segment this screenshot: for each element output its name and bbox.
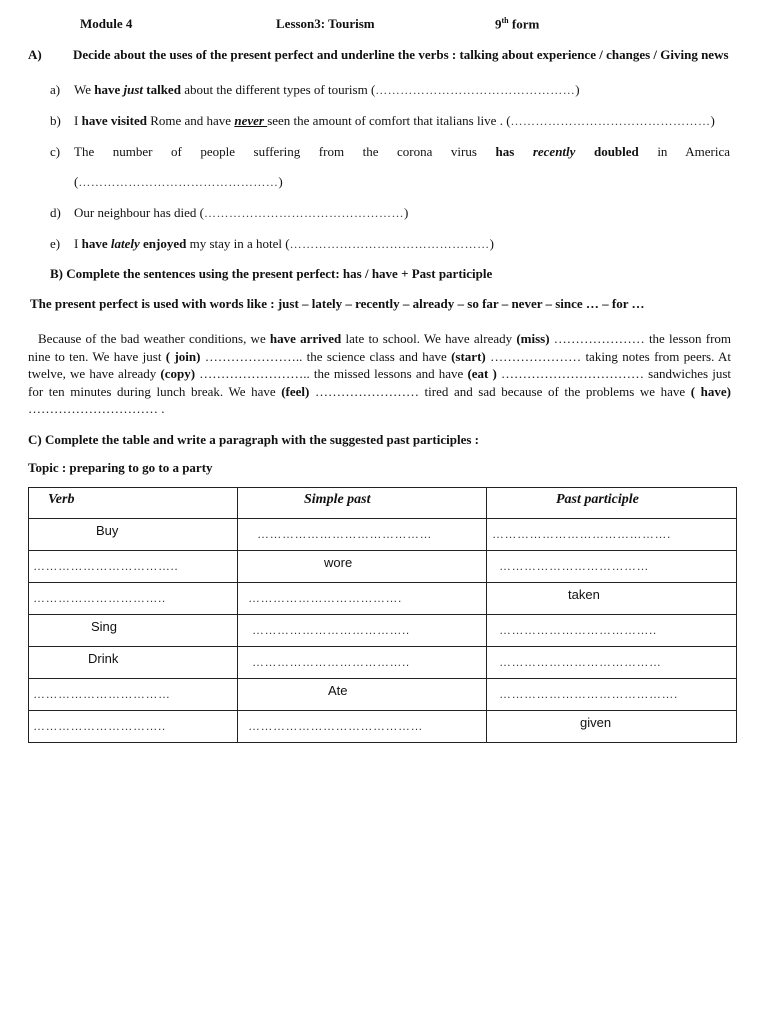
- module-label: Module 4: [80, 16, 133, 31]
- table-cell[interactable]: …………………………..: [33, 591, 166, 605]
- item-a: a) We have just talked about the different types of tourism (…………………………………………): [50, 82, 580, 97]
- lesson-label: Lesson3: Tourism: [276, 16, 375, 31]
- table-header-row: [29, 488, 737, 519]
- section-c-title: C) Complete the table and write a paragraph with the suggested past participles :: [28, 432, 480, 447]
- table-cell: Sing: [91, 619, 118, 634]
- section-b-title: B) Complete the sentences using the present perfect: has / have + Past participle: [50, 266, 493, 281]
- table-cell[interactable]: ……………………………………: [248, 719, 423, 733]
- table-cell: given: [580, 715, 612, 730]
- table-row: [29, 519, 737, 551]
- table-cell[interactable]: ……………………………: [33, 687, 171, 701]
- table-cell: Drink: [88, 651, 119, 666]
- section-c-topic: Topic : preparing to go to a party: [28, 460, 213, 475]
- item-c-cont: (…………………………………………): [74, 174, 283, 189]
- section-b-note: The present perfect is used with words like : just – lately – recently – already – so far – never – since … – for …: [30, 296, 645, 311]
- table-row: [29, 679, 737, 711]
- table-cell[interactable]: ………………………………..: [252, 655, 410, 669]
- table-cell[interactable]: ………………………………..: [499, 623, 657, 637]
- column-header-simple-past: Simple past: [304, 492, 371, 507]
- table-row: [29, 647, 737, 679]
- table-cell[interactable]: ……………………………….: [248, 591, 402, 605]
- form-label: 9th form: [495, 16, 540, 32]
- section-b-paragraph: Because of the bad weather conditions, we have arrived late to school. We have already (miss) ………………… the lesson from nine to ten. We have just ( join) ………………….. the science class and have (start) ………………… taking notes from peers. At twelve, we have already (copy) …………………….. the missed lessons and have (eat ) …………………………… sandwiches just for ten minutes during lunch break. We have (feel) …………………… tired and sad because of the problems we have ( have) ………………………… .: [28, 331, 732, 416]
- item-c: c) The number of people suffering from the corona virus has recently doubled in America: [50, 144, 731, 159]
- table-cell: Buy: [96, 523, 119, 538]
- table-cell[interactable]: ……………………………..: [33, 559, 179, 573]
- table-row: [29, 551, 737, 583]
- item-e: e) I have lately enjoyed my stay in a hotel (…………………………………………): [50, 236, 494, 251]
- column-header-verb: Verb: [48, 492, 75, 507]
- item-b: b) I have visited Rome and have never seen the amount of comfort that italians live . (…………………………………………): [50, 113, 715, 128]
- section-a-title: A) Decide about the uses of the present perfect and underline the verbs : talking about experience / changes / Giving news: [28, 47, 729, 62]
- table-cell[interactable]: ………………………………: [499, 559, 649, 573]
- table-cell: taken: [568, 587, 600, 602]
- verb-table: [28, 487, 737, 743]
- item-d: d) Our neighbour has died (…………………………………………): [50, 205, 409, 220]
- column-header-past-participle: Past participle: [556, 492, 639, 507]
- table-cell[interactable]: …………………………………: [499, 655, 662, 669]
- table-row: [29, 615, 737, 647]
- table-row: [29, 583, 737, 615]
- table-cell: Ate: [328, 683, 348, 698]
- table-cell: wore: [324, 555, 353, 570]
- table-cell[interactable]: ……………………………………: [257, 527, 432, 541]
- table-cell[interactable]: …………………………..: [33, 719, 166, 733]
- table-row: [29, 711, 737, 743]
- table-cell[interactable]: …………………………………….: [492, 527, 671, 541]
- table-cell[interactable]: …………………………………….: [499, 687, 678, 701]
- table-cell[interactable]: ………………………………..: [252, 623, 410, 637]
